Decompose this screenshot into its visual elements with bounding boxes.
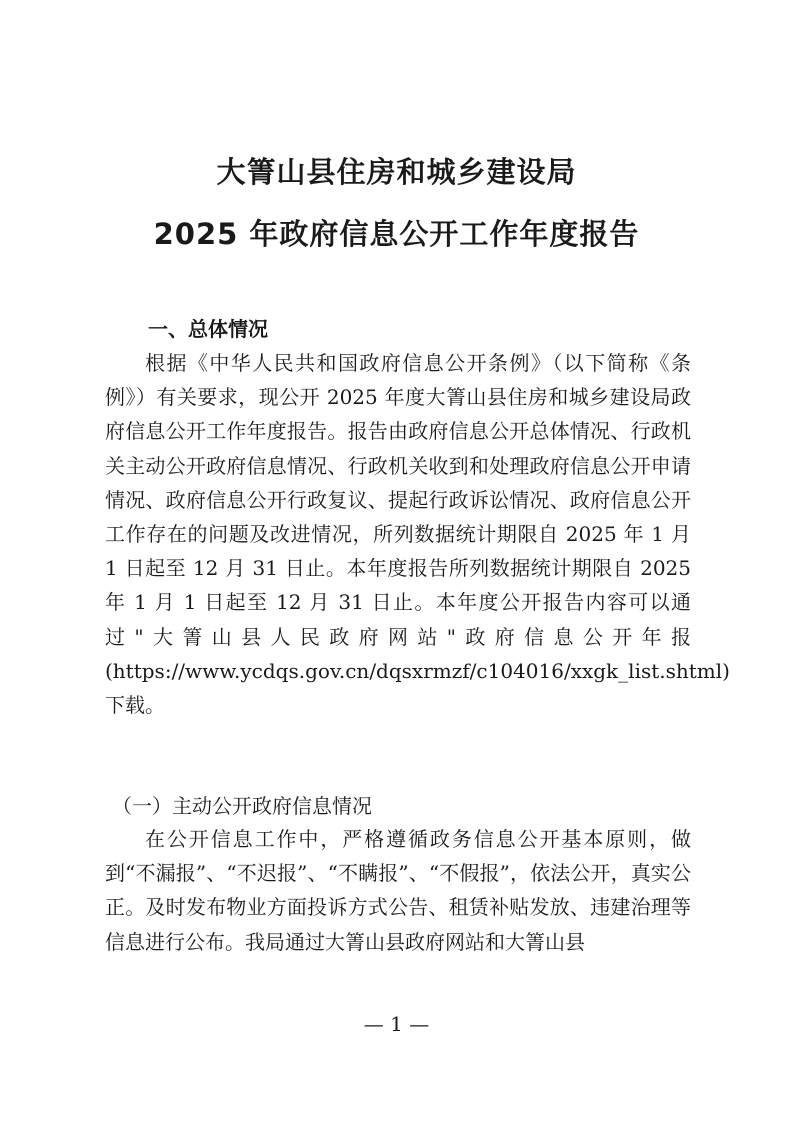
subsection-heading-proactive-disclosure: （一）主动公开政府信息情况 bbox=[112, 794, 372, 818]
section-heading-overview: 一、总体情况 bbox=[148, 317, 268, 341]
document-title-line-2: 2025 年政府信息公开工作年度报告 bbox=[153, 217, 640, 251]
page-number: — 1 — bbox=[363, 1012, 430, 1036]
proactive-disclosure-paragraph: 在公开信息工作中，严格遵循政务信息公开基本原则，做到“不漏报”、“不迟报”、“不瞒报”、“不假报”，依法公开，真实公正。及时发布物业方面投诉方式公告、租赁补贴发放、违建治理等信息进行公布。我局通过大箐山县政府网站和大箐山县 bbox=[105, 827, 691, 954]
document-title-line-1: 大箐山县住房和城乡建设局 bbox=[216, 155, 577, 189]
overview-paragraph: 根据《中华人民共和国政府信息公开条例》（以下简称《条例》）有关要求，现公开 2025 年度大箐山县住房和城乡建设局政府信息公开工作年度报告。报告由政府信息公开总体情况、行政机关主动公开政府信息情况、行政机关收到和处理政府信息公开申请情况、政府信息公开行政复议、提起行政诉讼情况、政府信息公开工作存在的问题及改进情况，所列数据统计期限自 2025 年 1 月 1 日起至 12 月 31 日止。本年度报告所列数据统计期限自 2025 年 1 月 1 日起至 12 月 31 日止。本年度公开报告内容可以通过"大箐山县人民政府网站"政府信息公开年报(https://www.ycdqs.gov.cn/dqsxrmzf/c104016/xxgk_list.shtml)下载。 bbox=[105, 351, 730, 718]
